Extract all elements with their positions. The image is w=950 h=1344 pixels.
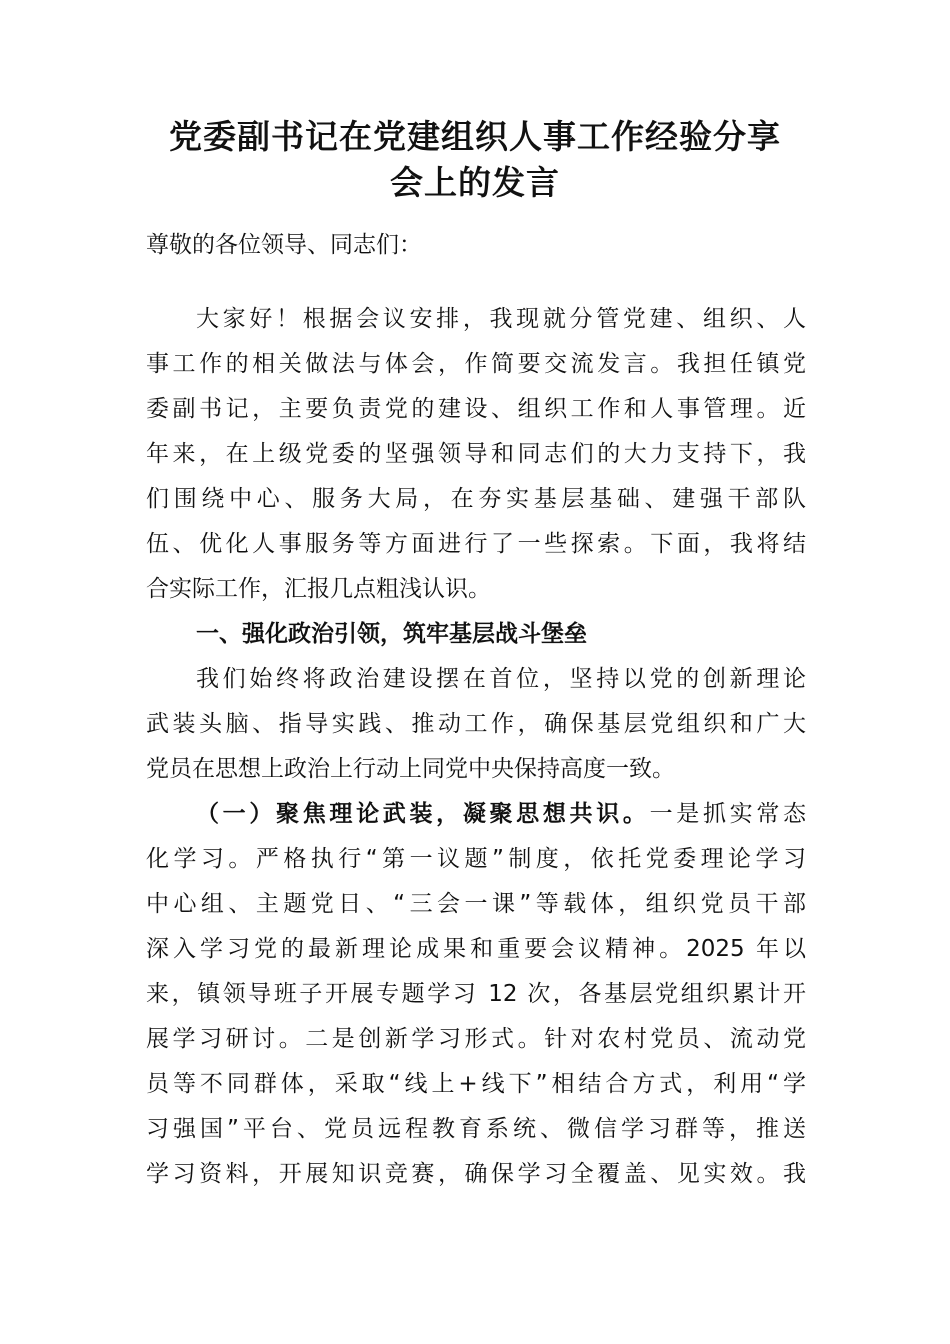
sub-section-1-line-6: 展学习研讨。二是创新学习形式。针对农村党员、流动党 — [146, 1026, 806, 1052]
section-1-line-1: 我们始终将政治建设摆在首位，坚持以党的创新理论 — [196, 666, 806, 692]
intro-line-2: 事工作的相关做法与体会，作简要交流发言。我担任镇党 — [146, 351, 806, 377]
intro-line-4: 年来，在上级党委的坚强领导和同志们的大力支持下，我 — [146, 441, 806, 467]
intro-line-1: 大家好！根据会议安排，我现就分管党建、组织、人 — [196, 306, 806, 332]
intro-line-6: 伍、优化人事服务等方面进行了一些探索。下面，我将结 — [146, 531, 806, 557]
sub-section-1-line-4: 深入学习党的最新理论成果和重要会议精神。2025 年以 — [146, 936, 806, 962]
intro-line-3: 委副书记，主要负责党的建设、组织工作和人事管理。近 — [146, 396, 806, 422]
salutation: 尊敬的各位领导、同志们： — [146, 232, 422, 258]
sub-section-1-line-5: 来，镇领导班子开展专题学习 12 次，各基层党组织累计开 — [146, 981, 806, 1007]
sub-section-1-line-3: 中心组、主题党日、“三会一课”等载体，组织党员干部 — [146, 891, 806, 917]
sub-section-1-line-2: 化学习。严格执行“第一议题”制度，依托党委理论学习 — [146, 846, 806, 872]
sub-section-1-line-7: 员等不同群体，采取“线上+线下”相结合方式，利用“学 — [146, 1071, 806, 1097]
sub-section-1-line-9: 学习资料，开展知识竞赛，确保学习全覆盖、见实效。我 — [146, 1161, 806, 1187]
intro-line-5: 们围绕中心、服务大局，在夯实基层基础、建强干部队 — [146, 486, 806, 512]
section-1-heading: 一、强化政治引领，筑牢基层战斗堡垒 — [196, 621, 587, 647]
section-1-line-3: 党员在思想上政治上行动上同党中央保持高度一致。 — [146, 756, 675, 782]
sub-section-1-first-line — [196, 792, 806, 837]
sub-section-1-line-8: 习强国”平台、党员远程教育系统、微信学习群等，推送 — [146, 1116, 806, 1142]
intro-line-7: 合实际工作，汇报几点粗浅认识。 — [146, 576, 491, 602]
document-title-line-1: 党委副书记在党建组织人事工作经验分享 — [169, 117, 781, 156]
sub-section-1-heading: （一）聚焦理论武装，凝聚思想共识。 — [196, 801, 650, 827]
section-1-line-2: 武装头脑、指导实践、推动工作，确保基层党组织和广大 — [146, 711, 806, 737]
sub-section-1-first-rest: 一是抓实常态 — [649, 801, 807, 827]
document-title-line-2: 会上的发言 — [390, 163, 560, 202]
